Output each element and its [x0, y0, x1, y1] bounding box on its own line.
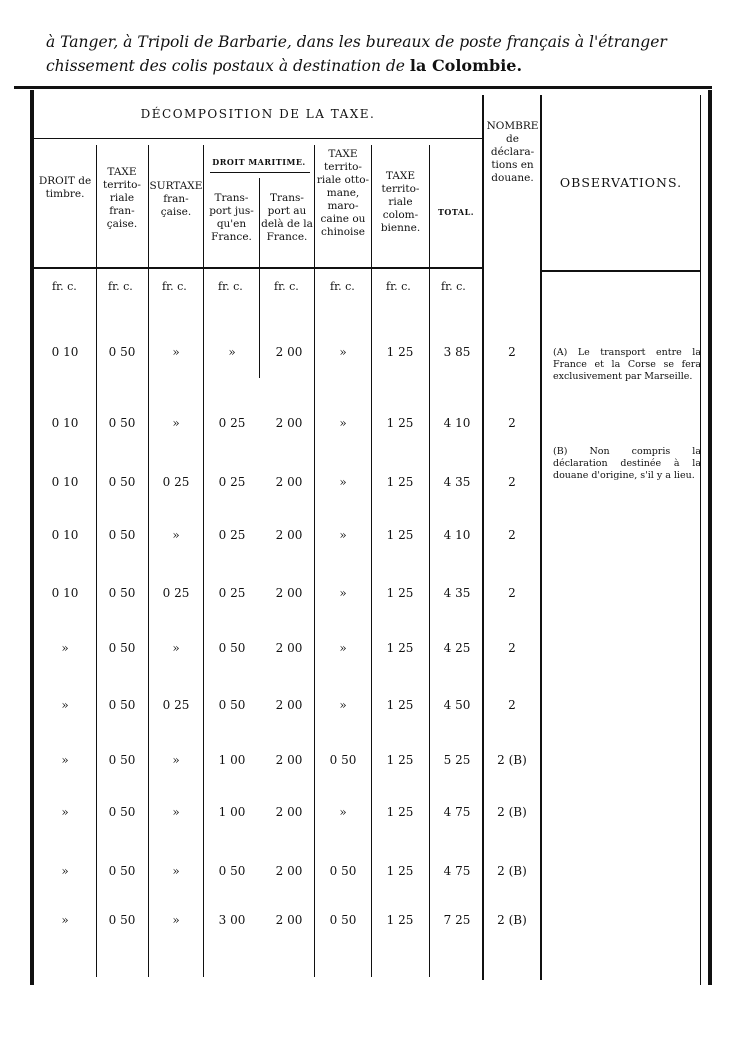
cell-taxe-francaise: 0 50 — [108, 345, 136, 359]
cell-taxe-francaise: 0 50 — [108, 528, 136, 542]
observation-b: (B) Non compris la déclaration destinée à la douane d'origine, s'il y a lieu. — [553, 446, 701, 481]
col-header-taxe-francaise: TAXE territo- riale fran- çaise. — [103, 166, 141, 230]
cell-transport-france: 0 25 — [218, 586, 246, 600]
cell-droit-timbre: » — [61, 805, 69, 819]
group-title: DÉCOMPOSITION DE LA TAXE. — [140, 107, 376, 121]
table-right-border — [708, 90, 712, 985]
col-sep-6 — [371, 145, 372, 977]
cell-total: 5 25 — [443, 753, 471, 767]
unit-label: fr. c. — [162, 280, 187, 293]
cell-taxe-colombienne: 1 25 — [386, 698, 414, 712]
cell-total: 4 25 — [443, 641, 471, 655]
cell-droit-timbre: 0 10 — [51, 475, 79, 489]
cell-taxe-ottomane: » — [339, 641, 347, 655]
col-sep-2 — [148, 145, 149, 977]
cell-taxe-colombienne: 1 25 — [386, 864, 414, 878]
header-line-2 — [46, 56, 522, 75]
cell-taxe-ottomane: » — [339, 475, 347, 489]
cell-taxe-francaise: 0 50 — [108, 913, 136, 927]
cell-taxe-francaise: 0 50 — [108, 753, 136, 767]
cell-total: 4 75 — [443, 805, 471, 819]
unit-label: fr. c. — [330, 280, 355, 293]
maritime-title: DROIT MARITIME. — [212, 157, 306, 167]
cell-declarations: 2 (B) — [497, 753, 527, 767]
cell-surtaxe: » — [172, 528, 180, 542]
table-right-inner — [700, 95, 701, 985]
cell-droit-timbre: » — [61, 864, 69, 878]
col-header-transport-france: Trans- port jus- qu'en France. — [209, 192, 254, 243]
cell-taxe-colombienne: 1 25 — [386, 586, 414, 600]
cell-surtaxe: » — [172, 753, 180, 767]
cell-declarations: 2 — [508, 528, 516, 542]
cell-total: 4 35 — [443, 586, 471, 600]
cell-droit-timbre: 0 10 — [51, 416, 79, 430]
col-sep-7 — [429, 145, 430, 977]
cell-surtaxe: 0 25 — [162, 586, 190, 600]
col-sep-9 — [540, 95, 542, 980]
cell-total: 4 35 — [443, 475, 471, 489]
col-sep-1 — [96, 145, 97, 977]
cell-taxe-francaise: 0 50 — [108, 586, 136, 600]
cell-taxe-francaise: 0 50 — [108, 475, 136, 489]
cell-declarations: 2 — [508, 586, 516, 600]
cell-declarations: 2 — [508, 416, 516, 430]
cell-transport-dela: 2 00 — [275, 864, 303, 878]
cell-taxe-francaise: 0 50 — [108, 641, 136, 655]
cell-taxe-colombienne: 1 25 — [386, 475, 414, 489]
cell-surtaxe: » — [172, 416, 180, 430]
cell-surtaxe: 0 25 — [162, 698, 190, 712]
cell-taxe-colombienne: 1 25 — [386, 528, 414, 542]
cell-transport-france: 1 00 — [218, 805, 246, 819]
cell-taxe-ottomane: 0 50 — [329, 864, 357, 878]
cell-taxe-colombienne: 1 25 — [386, 753, 414, 767]
unit-label: fr. c. — [218, 280, 243, 293]
cell-transport-france: 0 50 — [218, 698, 246, 712]
cell-transport-dela: 2 00 — [275, 913, 303, 927]
header-line-1: à Tanger, à Tripoli de Barbarie, dans les bureaux de poste français à l'étranger — [46, 33, 667, 51]
cell-surtaxe: » — [172, 805, 180, 819]
cell-surtaxe: 0 25 — [162, 475, 190, 489]
cell-transport-dela: 2 00 — [275, 475, 303, 489]
col-header-transport-dela: Trans- port au delà de la France. — [261, 192, 313, 243]
cell-declarations: 2 (B) — [497, 913, 527, 927]
cell-transport-dela: 2 00 — [275, 345, 303, 359]
cell-droit-timbre: » — [61, 641, 69, 655]
maritime-rule — [210, 172, 310, 173]
cell-transport-dela: 2 00 — [275, 586, 303, 600]
cell-taxe-ottomane: » — [339, 698, 347, 712]
cell-declarations: 2 — [508, 641, 516, 655]
cell-droit-timbre: 0 10 — [51, 345, 79, 359]
header-destination: la Colombie. — [409, 56, 523, 75]
cell-surtaxe: » — [172, 641, 180, 655]
cell-transport-france: 0 25 — [218, 475, 246, 489]
cell-total: 7 25 — [443, 913, 471, 927]
table-top-border — [14, 86, 712, 89]
cell-taxe-francaise: 0 50 — [108, 805, 136, 819]
cell-total: 4 10 — [443, 528, 471, 542]
cell-transport-dela: 2 00 — [275, 641, 303, 655]
col-sep-5 — [314, 145, 315, 977]
cell-droit-timbre: 0 10 — [51, 586, 79, 600]
cell-declarations: 2 — [508, 345, 516, 359]
cell-surtaxe: » — [172, 913, 180, 927]
cell-droit-timbre: » — [61, 698, 69, 712]
cell-taxe-ottomane: 0 50 — [329, 753, 357, 767]
cell-droit-timbre: » — [61, 753, 69, 767]
cell-taxe-francaise: 0 50 — [108, 698, 136, 712]
cell-transport-dela: 2 00 — [275, 416, 303, 430]
cell-transport-france: 0 50 — [218, 864, 246, 878]
cell-transport-dela: 2 00 — [275, 528, 303, 542]
cell-taxe-ottomane: » — [339, 586, 347, 600]
col-header-taxe-colombienne: TAXE territo- riale colom- bienne. — [380, 170, 421, 234]
cell-taxe-colombienne: 1 25 — [386, 805, 414, 819]
unit-label: fr. c. — [108, 280, 133, 293]
col-header-surtaxe: SURTAXE fran- çaise. — [149, 180, 203, 218]
col-sep-3 — [203, 145, 204, 977]
col-header-declarations: NOMBRE de déclara- tions en douane. — [486, 120, 539, 184]
cell-taxe-ottomane: » — [339, 805, 347, 819]
cell-transport-france: 3 00 — [218, 913, 246, 927]
cell-droit-timbre: 0 10 — [51, 528, 79, 542]
cell-transport-france: » — [228, 345, 236, 359]
unit-label: fr. c. — [441, 280, 466, 293]
cell-total: 4 50 — [443, 698, 471, 712]
observation-a: (A) Le transport entre la France et la Corse se fera exclusivement par Marseille. — [553, 347, 701, 382]
cell-taxe-ottomane: » — [339, 416, 347, 430]
header-line-2-text: chissement des colis postaux à destination de — [46, 57, 405, 75]
cell-taxe-colombienne: 1 25 — [386, 913, 414, 927]
cell-transport-france: 0 50 — [218, 641, 246, 655]
cell-transport-dela: 2 00 — [275, 805, 303, 819]
cell-declarations: 2 — [508, 698, 516, 712]
cell-taxe-ottomane: 0 50 — [329, 913, 357, 927]
cell-taxe-ottomane: » — [339, 528, 347, 542]
cell-transport-france: 0 25 — [218, 416, 246, 430]
cell-taxe-colombienne: 1 25 — [386, 416, 414, 430]
cell-taxe-ottomane: » — [339, 345, 347, 359]
table-left-border — [30, 90, 34, 985]
cell-declarations: 2 — [508, 475, 516, 489]
cell-total: 3 85 — [443, 345, 471, 359]
cell-droit-timbre: » — [61, 913, 69, 927]
cell-total: 4 75 — [443, 864, 471, 878]
cell-declarations: 2 (B) — [497, 864, 527, 878]
cell-transport-dela: 2 00 — [275, 698, 303, 712]
group-rule — [34, 138, 482, 139]
unit-label: fr. c. — [386, 280, 411, 293]
col-header-taxe-ottomane: TAXE territo- riale otto- mane, maro- caine ou chinoise — [316, 148, 370, 238]
col-sep-8 — [482, 95, 484, 980]
unit-label: fr. c. — [274, 280, 299, 293]
header-bottom-rule — [34, 267, 482, 269]
col-header-total: TOTAL. — [437, 207, 475, 217]
obs-header-rule — [542, 270, 700, 272]
cell-taxe-francaise: 0 50 — [108, 864, 136, 878]
cell-surtaxe: » — [172, 864, 180, 878]
unit-label: fr. c. — [52, 280, 77, 293]
cell-taxe-colombienne: 1 25 — [386, 641, 414, 655]
cell-transport-france: 0 25 — [218, 528, 246, 542]
cell-total: 4 10 — [443, 416, 471, 430]
cell-declarations: 2 (B) — [497, 805, 527, 819]
col-header-observations: OBSERVATIONS. — [559, 175, 683, 190]
cell-transport-france: 1 00 — [218, 753, 246, 767]
cell-taxe-francaise: 0 50 — [108, 416, 136, 430]
cell-taxe-colombienne: 1 25 — [386, 345, 414, 359]
cell-surtaxe: » — [172, 345, 180, 359]
col-header-droit-timbre: DROIT de timbre. — [38, 175, 92, 200]
cell-transport-dela: 2 00 — [275, 753, 303, 767]
